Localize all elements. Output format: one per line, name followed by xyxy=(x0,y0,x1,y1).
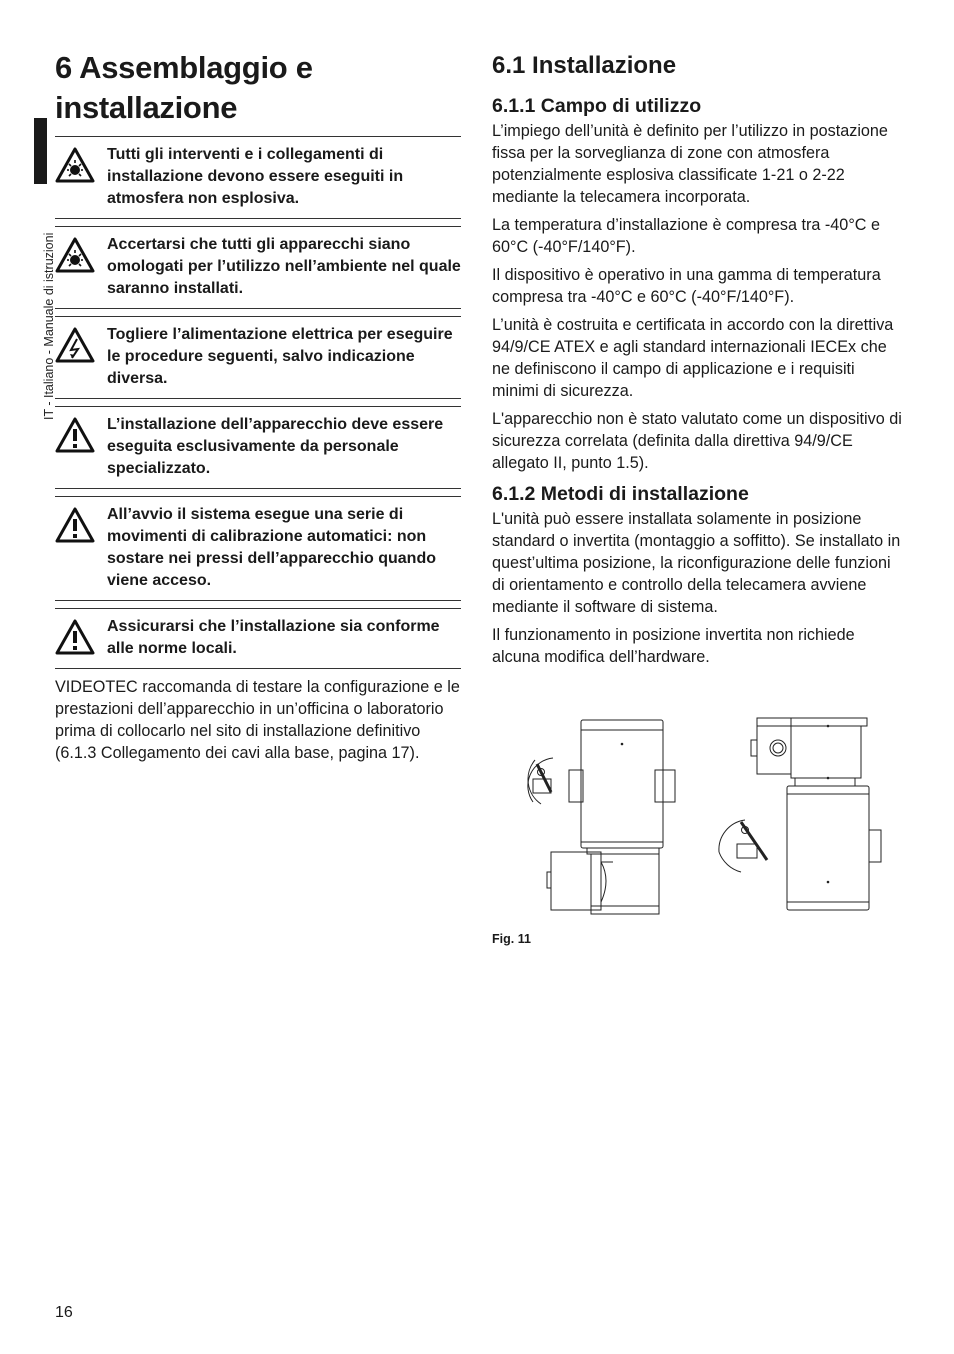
warning-text: All’avvio il sistema esegue una serie di movimenti di calibrazione automatici: non sostare nei pressi dell’apparecchio quando viene acceso. xyxy=(107,506,436,589)
warning-text: Tutti gli interventi e i collegamenti di installazione devono essere eseguiti in atmosfera non esplosiva. xyxy=(107,146,404,207)
warning-item xyxy=(55,316,461,399)
figure-caption: Fig. 11 xyxy=(492,932,531,946)
section-title: 6.1 Installazione xyxy=(492,52,677,79)
paragraph: L'unità può essere installata solamente in posizione standard o invertita (montaggio a soffitto). Se installato in quest’ultima posizione, la riconfigurazione delle funzioni di orientamento e controllo della telecamera avviene mediante il software di sistema. xyxy=(492,510,901,616)
warning-text: Togliere l’alimentazione elettrica per eseguire le procedure seguenti, salvo indicazione diversa. xyxy=(107,326,453,387)
standard-mount-drawing xyxy=(528,720,675,914)
left-column xyxy=(55,48,461,764)
paragraph: Il funzionamento in posizione invertita non richiede alcuna modifica dell’hardware. xyxy=(492,626,855,666)
warning-item xyxy=(55,406,461,489)
warning-text: L’installazione dell’apparecchio deve essere eseguita esclusivamente da personale specializzato. xyxy=(107,416,444,477)
chapter-title-line1: 6 Assemblaggio e xyxy=(55,50,313,85)
warnings-list xyxy=(55,136,461,669)
warning-icon xyxy=(55,619,95,660)
installation-figure xyxy=(505,712,895,916)
sidebar-tab-marker xyxy=(34,118,47,184)
paragraph: La temperatura d’installazione è compresa tra -40°C e 60°C (-40°F/140°F). xyxy=(492,216,880,256)
warning-icon xyxy=(55,507,95,548)
explosion-hazard-icon xyxy=(55,147,95,188)
warning-text: Accertarsi che tutti gli apparecchi siano omologati per l’utilizzo nell’ambiente nel quale saranno installati. xyxy=(107,236,461,297)
warning-icon xyxy=(55,417,95,458)
sidebar-label: IT - Italiano - Manuale di istruzioni xyxy=(42,232,56,420)
warning-item xyxy=(55,608,461,669)
right-column xyxy=(492,48,902,674)
warning-item xyxy=(55,226,461,309)
paragraph: L'apparecchio non è stato valutato come un dispositivo di sicurezza correlata (definita dalla direttiva 94/9/CE allegato II, punto 1.5). xyxy=(492,410,902,472)
paragraph: L’impiego dell’unità è definito per l’utilizzo in postazione fissa per la sorveglianza di zone con atmosfera potenzialmente esplosiva classificate 1-21 o 2-22 mediante la telecamera incorporata. xyxy=(492,122,888,206)
intro-paragraph: VIDEOTEC raccomanda di testare la configurazione e le prestazioni dell’apparecchio in un’officina o laboratorio prima di collocarlo nel sito di installazione definitivo (6.1.3 Collegamento dei cavi alla base, pagina 17). xyxy=(55,678,460,762)
paragraph: Il dispositivo è operativo in una gamma di temperatura compresa tra -40°C e 60°C (-40°F/140°F). xyxy=(492,266,881,306)
inverted-mount-drawing xyxy=(719,718,881,910)
electric-shock-icon xyxy=(55,327,95,368)
chapter-title xyxy=(55,48,461,128)
page-number: 16 xyxy=(55,1304,73,1321)
warning-text: Assicurarsi che l’installazione sia conforme alle norme locali. xyxy=(107,618,440,657)
paragraph: L’unità è costruita e certificata in accordo con la direttiva 94/9/CE ATEX e agli standard internazionali IECEx che ne definiscono il campo di applicazione e i requisiti minimi di sicurezza. xyxy=(492,316,894,400)
subsection-title: 6.1.2 Metodi di installazione xyxy=(492,483,749,505)
chapter-title-line2: installazione xyxy=(55,90,238,125)
warning-item xyxy=(55,496,461,601)
explosion-hazard-icon xyxy=(55,237,95,278)
subsection-title: 6.1.1 Campo di utilizzo xyxy=(492,95,702,117)
warning-item xyxy=(55,136,461,219)
